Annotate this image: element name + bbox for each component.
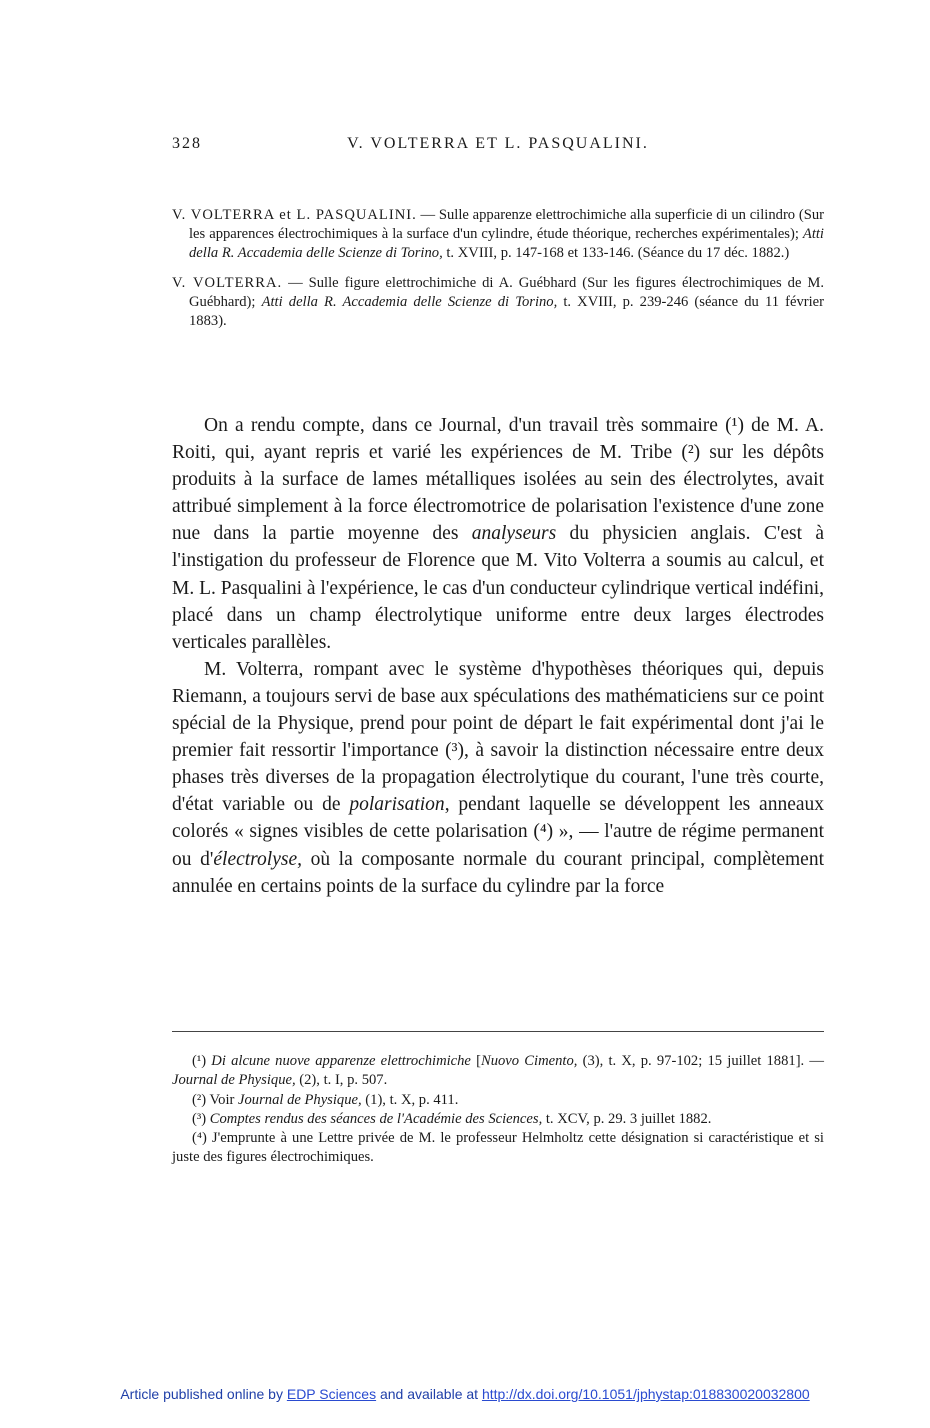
italic-term: polarisation bbox=[349, 794, 445, 816]
paragraph-text: où la composante normale du courant principal, complètement annulée en certains points de la surface du cylindre par la force bbox=[172, 848, 825, 897]
footnote bbox=[172, 1129, 824, 1168]
paragraph bbox=[172, 656, 824, 900]
footnote-mark: (¹) bbox=[192, 1053, 212, 1069]
footnote-text: (3), t. X, p. 97-102; 15 juillet 1881]. — bbox=[577, 1053, 824, 1069]
reference-author: V. VOLTERRA et L. PASQUALINI. bbox=[172, 207, 417, 223]
reference-author: V. VOLTERRA. bbox=[172, 274, 283, 291]
publication-footer bbox=[0, 1386, 930, 1402]
edp-sciences-link[interactable]: EDP Sciences bbox=[286, 1386, 377, 1402]
paragraph-text: M. Volterra, rompant avec le système d'hypothèses théoriques qui, depuis Riemann, a toujours servi de base aux spéculations des mathématiciens sur ce point spécial de la Physique, prend pour point de départ le fait expérimental dont j'ai le premier fait ressortir l'importance (³), à savoir la distinction nécessaire entre deux phases très diverses de la propagation électrolytique du courant, l'une très courte, d'état variable ou de bbox=[172, 658, 824, 816]
footnote-text: t. XCV, p. 29. 3 juillet 1882. bbox=[542, 1110, 712, 1127]
footnote-text: J'emprunte à une Lettre privée de M. le professeur Helmholtz cette désignation si caractéristique et si juste des figures électrochimiques. bbox=[172, 1130, 824, 1166]
footnote-separator bbox=[172, 1031, 824, 1032]
reference-text: — Sulle apparenze elettrochimiche alla superficie di un cilindro (Sur les apparences électrochimiques à la surface d'un cylindre, étude théorique, recherches expérimentales); bbox=[189, 207, 824, 243]
reference-journal: Atti della R. Accademia delle Scienze di Torino, bbox=[261, 293, 558, 310]
footnote-mark: (²) bbox=[192, 1091, 210, 1108]
doi-link[interactable]: http://dx.doi.org/10.1051/jphystap:018830020032800 bbox=[481, 1386, 810, 1402]
italic-term: analyseurs bbox=[471, 523, 557, 545]
footnote-journal: Journal de Physique, bbox=[238, 1091, 362, 1108]
reference-tail: t. XVIII, p. 147-168 et 133-146. (Séance du 17 déc. 1882.) bbox=[442, 245, 790, 262]
footnote-mark: (⁴) bbox=[192, 1130, 212, 1147]
footnote-journal: Journal de Physique, bbox=[172, 1072, 296, 1089]
paragraph bbox=[172, 412, 824, 656]
reference-text: — Sulle figure elettrochimiche di A. Guébhard (Sur les figures électrochimiques de M. Guébhard); bbox=[189, 274, 825, 310]
reference-item bbox=[172, 206, 824, 264]
footnote-journal: Nuovo Cimento, bbox=[480, 1053, 578, 1069]
running-head-title: V. VOLTERRA ET L. PASQUALINI. bbox=[347, 135, 649, 152]
footnote-title: Di alcune nuove apparenze elettrochimiche bbox=[211, 1053, 471, 1069]
reference-tail: t. XVIII, p. 239-246 (séance du 11 février 1883). bbox=[189, 293, 825, 330]
footnote bbox=[172, 1052, 824, 1091]
paragraph-text: , pendant laquelle se développent les anneaux colorés « signes visibles de cette polarisation (⁴) », — l'autre de régime permanent ou d' bbox=[172, 794, 824, 870]
footnote-text: (2), t. I, p. 507. bbox=[295, 1072, 388, 1089]
footnote-text: (1), t. X, p. 411. bbox=[361, 1091, 459, 1108]
reference-item bbox=[172, 274, 824, 332]
page-number: 328 bbox=[172, 135, 202, 152]
italic-term: électrolyse, bbox=[213, 848, 302, 870]
running-header bbox=[172, 135, 824, 157]
reference-list bbox=[172, 206, 824, 341]
footnotes bbox=[172, 1052, 824, 1168]
footnote-text: [ bbox=[470, 1053, 481, 1069]
paragraph-text: On a rendu compte, dans ce Journal, d'un travail très sommaire (¹) de M. A. Roiti, qui, ayant repris et varié les expériences de M. Tribe (²) sur les dépôts produits à la surface de lames métalliques isolées au sein des électrolytes, avait attribué simplement à la force électromotrice de polarisation l'existence d'une zone nue dans la partie moyenne des bbox=[172, 415, 824, 545]
footnote-journal: Comptes rendus des séances de l'Académie des Sciences, bbox=[209, 1110, 543, 1127]
body-text bbox=[172, 412, 824, 900]
footer-text: and available at bbox=[376, 1386, 482, 1402]
reference-journal: Atti della R. Accademia delle Scienze di Torino, bbox=[189, 226, 824, 262]
footnote-mark: (³) bbox=[192, 1110, 210, 1127]
footnote-text: Voir bbox=[209, 1091, 239, 1108]
paragraph-text: du physicien anglais. C'est à l'instigation du professeur de Florence que M. Vito Volterra a soumis au calcul, et M. L. Pasqualini à l'expérience, le cas d'un conducteur cylindrique vertical indéfini, placé dans un champ électrolytique uniforme entre deux larges électrodes verticales parallèles. bbox=[172, 523, 824, 653]
footer-text: Article published online by bbox=[120, 1386, 287, 1402]
footnote bbox=[172, 1091, 824, 1110]
footnote bbox=[172, 1110, 824, 1129]
